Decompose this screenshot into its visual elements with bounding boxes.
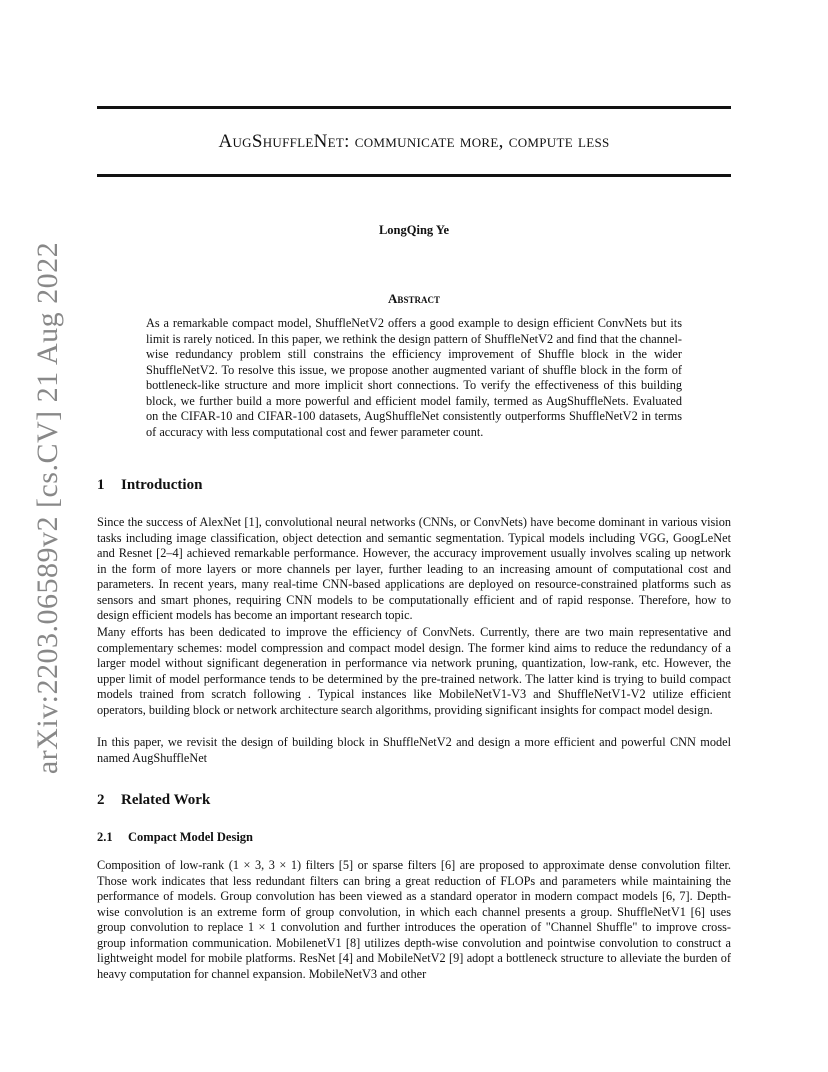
section-introduction-heading [97,477,202,494]
abstract-heading: Abstract [388,291,440,306]
arxiv-identifier: arXiv:2203.06589v2 [cs.CV] 21 Aug 2022 [31,241,64,775]
section-title: Introduction [121,477,203,493]
author-name: LongQing Ye [378,223,450,237]
section-number: 2 [97,792,105,808]
title-top-rule [97,106,731,109]
intro-paragraph-3: In this paper, we revisit the design of building block in ShuffleNetV2 and design a more efficient and powerful CNN model named AugShuffleNet [97,735,731,765]
section-title: Related Work [121,792,211,808]
title-bottom-rule [97,174,731,177]
subsection-compact-model-design-heading [97,830,253,845]
subsection-number: 2.1 [97,830,113,844]
section-number: 1 [97,477,105,493]
paper-title: AugShuffleNet: communicate more, compute less [218,131,610,152]
subsection-title: Compact Model Design [128,830,253,844]
related-paragraph-1: Composition of low-rank (1 × 3, 3 × 1) filters [5] or sparse filters [6] are proposed to approximate dense convolution filter. Those work indicates that less redundant filters can bring a great reduction of FLOPs and parameters while maintaining the performance of models. Group convolution has been viewed as a standard operator in modern compact models [6, 7]. Depth-wise convolution is an extreme form of group convolution, in which each channel presents a group. ShuffleNetV1 [6] uses group convolution to replace 1 × 1 convolution and further introduces the operation of "Channel Shuffle" to improve cross-group information communication. MobilenetV1 [8] utilizes depth-wise convolution and pointwise convolution to construct a lightweight model for mobile platforms. ResNet [4] and MobileNetV2 [9] adopt a bottleneck structure to alleviate the burden of heavy computation for channel expansion. MobileNetV3 and other [97,858,731,981]
section-related-work-heading [97,792,210,809]
intro-paragraph-2: Many efforts has been dedicated to improve the efficiency of ConvNets. Currently, there are two main representative and complementary schemes: model compression and compact model design. The former kind aims to reduce the redundancy of a larger model without significant degeneration in performance via network pruning, quantization, low-rank, etc. However, the upper limit of model performance tends to be determined by the pre-trained network. The latter kind is trying to build compact models trained from scratch following . Typical instances like MobileNetV1-V3 and ShuffleNetV1-V2 utilize efficient operators, building block or network architecture search algorithms, providing significant insights for compact model design. [97,625,731,717]
intro-paragraph-1: Since the success of AlexNet [1], convolutional neural networks (CNNs, or ConvNets) have become dominant in various vision tasks including image classification, object detection and semantic segmentation. Typical models including VGG, GoogLeNet and Resnet [2–4] achieved remarkable performance. However, the accuracy improvement usually involves scaling up network in the form of more layers or more channels per layer, further leading to an increasing amount of computational cost and parameters. In recent years, many real-time CNN-based applications are deployed on resource-constrained platforms such as sensors and smart phones, requiring CNN models to be computationally efficient and of rapid response. Therefore, how to design efficient models has become an important research topic. [97,515,731,622]
abstract-text: As a remarkable compact model, ShuffleNetV2 offers a good example to design efficient ConvNets but its limit is rarely noticed. In this paper, we rethink the design pattern of ShuffleNetV2 and find that the channel-wise redundancy problem still constrains the efficiency improvement of Shuffle block in the wider ShuffleNetV2. To resolve this issue, we propose another augmented variant of shuffle block in the form of bottleneck-like structure and more implicit short connections. To verify the effectiveness of this building block, we further build a more powerful and efficient model family, termed as AugShuffleNets. Evaluated on the CIFAR-10 and CIFAR-100 datasets, AugShuffleNet consistently outperforms ShuffleNetV2 in terms of accuracy with less computational cost and fewer parameter count. [146,316,682,439]
